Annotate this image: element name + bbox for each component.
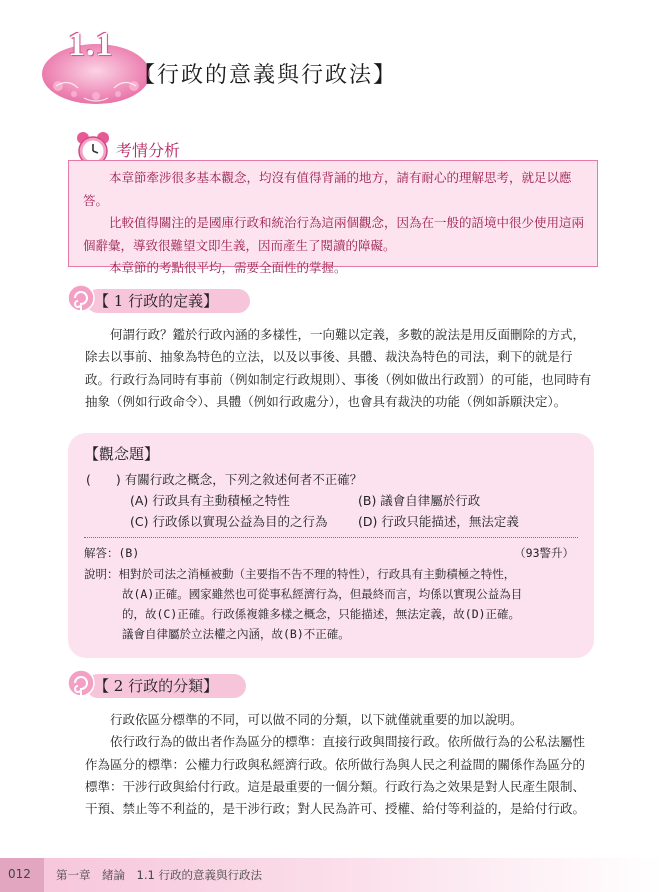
page-number: 012 (8, 867, 31, 881)
concept-question-box (68, 433, 594, 658)
option-a: (A) 行政具有主動積極之特性 (130, 493, 290, 508)
explanation-line: 故(A)正確。國家雖然也可從事私經濟行為，但最終而言，均係以實現公益為目 (122, 587, 523, 601)
exam-analysis-label: 考情分析 (116, 141, 181, 160)
explanation-line: 說明：相對於司法之消極被動（主要指不告不理的特性），行政具有主動積極之特性， (84, 567, 516, 581)
answer-divider (84, 537, 578, 538)
explanation (84, 564, 584, 644)
definition-text: 何謂行政？鑑於行政內涵的多樣性，一向難以定義，多數的說法是用反面刪除的方式，除去以事前、抽象為特色的立法，以及以事後、具體、裁決為特色的司法，剩下的就是行政。行政行為同時有事前（例如制定行政規則）、事後（例如做出行政罰）的可能，也同時有抽象（例如行政命令）、具體（例如行政處分），也會具有裁決的功能（例如訴願決定）。 (85, 327, 592, 409)
section-title: 【行政的意義與行政法】 (133, 63, 398, 88)
classification-section (85, 709, 597, 820)
page-number-box (0, 858, 44, 892)
definition-heading-text: 【 1 行政的定義】 (94, 292, 219, 310)
classification-heading-text: 【 2 行政的分類】 (94, 677, 219, 695)
exam-analysis-box (68, 160, 598, 275)
definition-heading (86, 289, 250, 313)
option-d: (D) 行政只能描述，無法定義 (358, 514, 519, 529)
definition-paragraph (85, 324, 597, 413)
exam-analysis-paragraph: 比較值得關注的是國庫行政和統治行為這兩個觀念，因為在一般的語境中很少使用這兩個辭彙，導致很難望文即生義，因而產生了閱讀的障礙。 (83, 215, 585, 253)
exam-analysis-paragraph: 本章節的考點很平均，需要全面性的掌握。 (109, 260, 347, 275)
explanation-line: 的，故(C)正確。行政係複雜多樣之概念，只能描述，無法定義，故(D)正確。 (122, 607, 521, 621)
question-source: （93警升） (514, 546, 574, 560)
classification-paragraph: 依行政行為的做出者作為區分的標準：直接行政與間接行政。依所做行為的公私法屬性作為區分的標準：公權力行政與私經濟行政。依所做行為與人民之利益間的關係作為區分的標準：干涉行政與給付行政。這是最重要的一個分類。行政行為之效果是對人民產生限制、干預、禁止等不利益的，是干涉行政；對人民為許可、授權、給付等利益的，是給付行政。 (85, 734, 586, 817)
lollipop-icon (66, 669, 96, 699)
classification-paragraph: 行政依區分標準的不同，可以做不同的分類，以下就僅就重要的加以說明。 (110, 712, 523, 727)
lollipop-icon (66, 284, 96, 314)
footer-chapter: 第一章 緒論 1.1 行政的意義與行政法 (56, 868, 262, 882)
question-stem: ( ) 有關行政之概念，下列之敘述何者不正確？ (86, 472, 363, 487)
explanation-line: 議會自律屬於立法權之內涵，故(B)不正確。 (122, 627, 350, 641)
answer: 解答：(B) (84, 546, 140, 560)
exam-analysis-paragraph: 本章節牽涉很多基本觀念，均沒有值得背誦的地方，請有耐心的理解思考，就足以應答。 (83, 170, 572, 208)
section-number: 1.1 (68, 26, 114, 63)
concept-title: 【觀念題】 (84, 445, 160, 463)
page-footer (0, 858, 663, 892)
option-c: (C) 行政係以實現公益為目的之行為 (130, 514, 328, 529)
option-b: (B) 議會自律屬於行政 (358, 493, 481, 508)
classification-heading (86, 674, 246, 698)
